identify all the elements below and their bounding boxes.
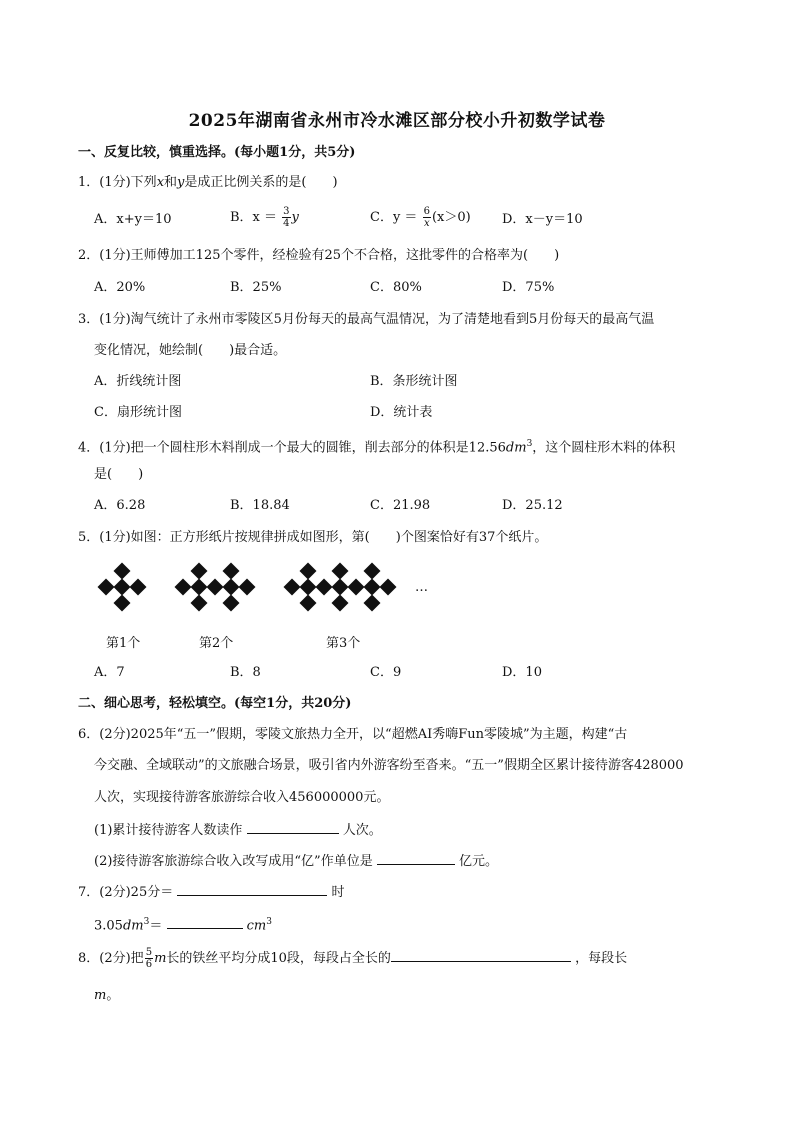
tile-diamond: [300, 595, 317, 612]
q1-var-y: y: [177, 175, 185, 190]
q1-option-d: D．x－y＝10: [502, 212, 583, 227]
tile-diamond: [364, 563, 381, 580]
tile-diamond: [175, 579, 192, 596]
q3-option-d: D．统计表: [370, 405, 433, 420]
q8-suffix: ，每段长: [575, 951, 628, 966]
q6-sub2-suffix: 亿元。: [459, 854, 499, 869]
question-6-line3: 人次，实现接待游客旅游综合收入456000000元。: [94, 790, 390, 805]
answer-blank[interactable]: [167, 915, 243, 929]
section-two-heading: 二、细心思考，轻松填空。(每空1分，共20分): [78, 696, 352, 711]
q1-stem-text: 1．(1分)下列: [78, 175, 157, 190]
q1-optb-var: y: [291, 210, 299, 225]
q7-equals: ＝: [149, 918, 163, 934]
q6-sub2-prefix: (2)接待游客旅游综合收入改写成用“亿”作单位是: [94, 854, 373, 869]
section-one-heading: 一、反复比较，慎重选择。(每小题1分，共5分): [78, 145, 356, 160]
tile-diamond: [300, 579, 317, 596]
q5-option-b: B．8: [230, 665, 261, 680]
q7-unit-exponent: 3: [143, 917, 150, 927]
q7-unit-dm: dm: [122, 918, 144, 934]
tile-diamond: [191, 595, 208, 612]
q8-line2-end: 。: [106, 988, 120, 1003]
question-4-stem-line2: 是( ): [94, 467, 144, 482]
q6-subquestion-1: [94, 820, 382, 840]
answer-blank[interactable]: [177, 882, 327, 896]
q1-optb-fraction: [282, 206, 290, 229]
tile-diamond: [223, 563, 240, 580]
tile-diamond: [98, 579, 115, 596]
q1-optc-numerator: 6: [423, 206, 430, 217]
q7-line1-suffix: 时: [331, 885, 345, 900]
q3-option-b: B．条形统计图: [370, 374, 458, 389]
q1-optb-denominator: 4: [283, 218, 290, 229]
q7-line1-prefix: 7．(2分)25分＝: [78, 885, 174, 900]
question-6-line2: 今交融、全域联动”的文旅融合场景，吸引省内外游客纷至沓来。“五一”假期全区累计接待游客428000: [94, 758, 684, 773]
q4-option-d: D．25.12: [502, 498, 563, 513]
q3-option-c: C．扇形统计图: [94, 405, 182, 420]
pattern-caption-3: 第3个: [326, 636, 361, 651]
tile-diamond: [114, 595, 131, 612]
q8-fraction: [145, 947, 153, 970]
q1-option-c: [370, 205, 471, 231]
q1-optb-numerator: 3: [283, 206, 290, 217]
answer-blank[interactable]: [247, 820, 339, 834]
q8-denominator: 6: [145, 959, 153, 970]
pattern-ellipsis: …: [415, 580, 428, 595]
question-8-line2: [94, 987, 119, 1005]
question-8-line1: [78, 946, 627, 972]
q4-option-a: A．6.28: [94, 498, 146, 513]
q1-stem-tail: 是成正比例关系的是( ): [184, 175, 338, 190]
pattern-caption-1: 第1个: [106, 636, 141, 651]
q8-unit-m: m: [154, 951, 167, 966]
q1-optc-condition: (x＞0): [431, 210, 471, 225]
q1-var-x: x: [156, 175, 165, 190]
tile-diamond: [300, 563, 317, 580]
tile-diamond: [239, 579, 256, 596]
q1-optb-prefix: B．x ＝: [230, 210, 278, 225]
q8-line2-unit: m: [94, 988, 107, 1003]
tile-diamond: [207, 579, 224, 596]
q8-prefix: 8．(2分)把: [78, 951, 144, 966]
exam-title: 2025年湖南省永州市冷水滩区部分校小升初数学试卷: [188, 111, 606, 131]
q1-option-a: A．x+y＝10: [94, 212, 172, 227]
q1-and: 和: [164, 175, 178, 190]
question-5-stem: 5．(1分)如图：正方形纸片按规律拼成如图形，第( )个图案恰好有37个纸片。: [78, 530, 548, 545]
q1-option-b: [230, 205, 299, 231]
question-7-line1: [78, 882, 345, 902]
question-4-stem-line1: [78, 435, 675, 457]
q8-middle-text: 长的铁丝平均分成10段，每段占全长的: [166, 951, 391, 966]
tile-diamond: [223, 579, 240, 596]
tile-diamond: [380, 579, 397, 596]
pattern-caption-2: 第2个: [199, 636, 234, 651]
q4-option-b: B．18.84: [230, 498, 290, 513]
q4-unit-exponent: 3: [526, 439, 533, 449]
q2-option-d: D．75%: [502, 280, 555, 295]
q7-line2-number: 3.05: [94, 918, 123, 934]
tile-diamond: [114, 563, 131, 580]
q4-unit: dm: [505, 440, 527, 456]
question-2-stem: 2．(1分)王师傅加工125个零件，经检验有25个不合格，这批零件的合格率为( ): [78, 248, 560, 263]
q1-optc-fraction: [423, 206, 431, 229]
q1-optc-denominator: x: [423, 218, 430, 229]
tile-diamond: [316, 579, 333, 596]
q3-option-a: A．折线统计图: [94, 374, 182, 389]
tile-diamond: [364, 595, 381, 612]
tile-diamond: [364, 579, 381, 596]
tile-diamond: [332, 579, 349, 596]
question-3-stem-line2: 变化情况，她绘制( )最合适。: [94, 343, 287, 358]
q6-subquestion-2: [94, 851, 498, 871]
tile-diamond: [332, 563, 349, 580]
q7-unit-cm: cm: [246, 918, 267, 934]
question-6-line1: 6．(2分)2025年“五一”假期，零陵文旅热力全开，以“超燃AI秀嗨Fun零陵城”为主题，构建“古: [78, 727, 628, 742]
q7-unit-exponent: 3: [266, 917, 272, 927]
tile-diamond: [191, 579, 208, 596]
q2-option-c: C．80%: [370, 280, 422, 295]
answer-blank[interactable]: [377, 851, 455, 865]
q5-option-c: C．9: [370, 665, 402, 680]
q8-numerator: 5: [145, 947, 153, 958]
q4-stem-prefix: 4．(1分)把一个圆柱形木料削成一个最大的圆锥，削去部分的体积是12.56: [78, 440, 506, 456]
q5-option-d: D．10: [502, 665, 542, 680]
answer-blank[interactable]: [391, 948, 571, 962]
question-3-stem-line1: 3．(1分)淘气统计了永州市零陵区5月份每天的最高气温情况，为了清楚地看到5月份每天的最高气温: [78, 312, 655, 327]
question-1-stem: [78, 174, 338, 192]
tile-diamond: [114, 579, 131, 596]
q1-optc-prefix: C．y ＝: [370, 210, 418, 225]
tile-diamond: [191, 563, 208, 580]
question-7-line2: [94, 913, 272, 935]
q6-sub1-suffix: 人次。: [342, 823, 382, 838]
q4-option-c: C．21.98: [370, 498, 431, 513]
q5-option-a: A．7: [94, 665, 125, 680]
tile-diamond: [130, 579, 147, 596]
tile-diamond: [348, 579, 365, 596]
q6-sub1-prefix: (1)累计接待游客人数读作: [94, 823, 243, 838]
q4-stem-suffix: ，这个圆柱形木料的体积: [532, 440, 676, 456]
tile-diamond: [332, 595, 349, 612]
tile-diamond: [223, 595, 240, 612]
q2-option-b: B．25%: [230, 280, 282, 295]
tile-diamond: [284, 579, 301, 596]
q2-option-a: A．20%: [94, 280, 146, 295]
